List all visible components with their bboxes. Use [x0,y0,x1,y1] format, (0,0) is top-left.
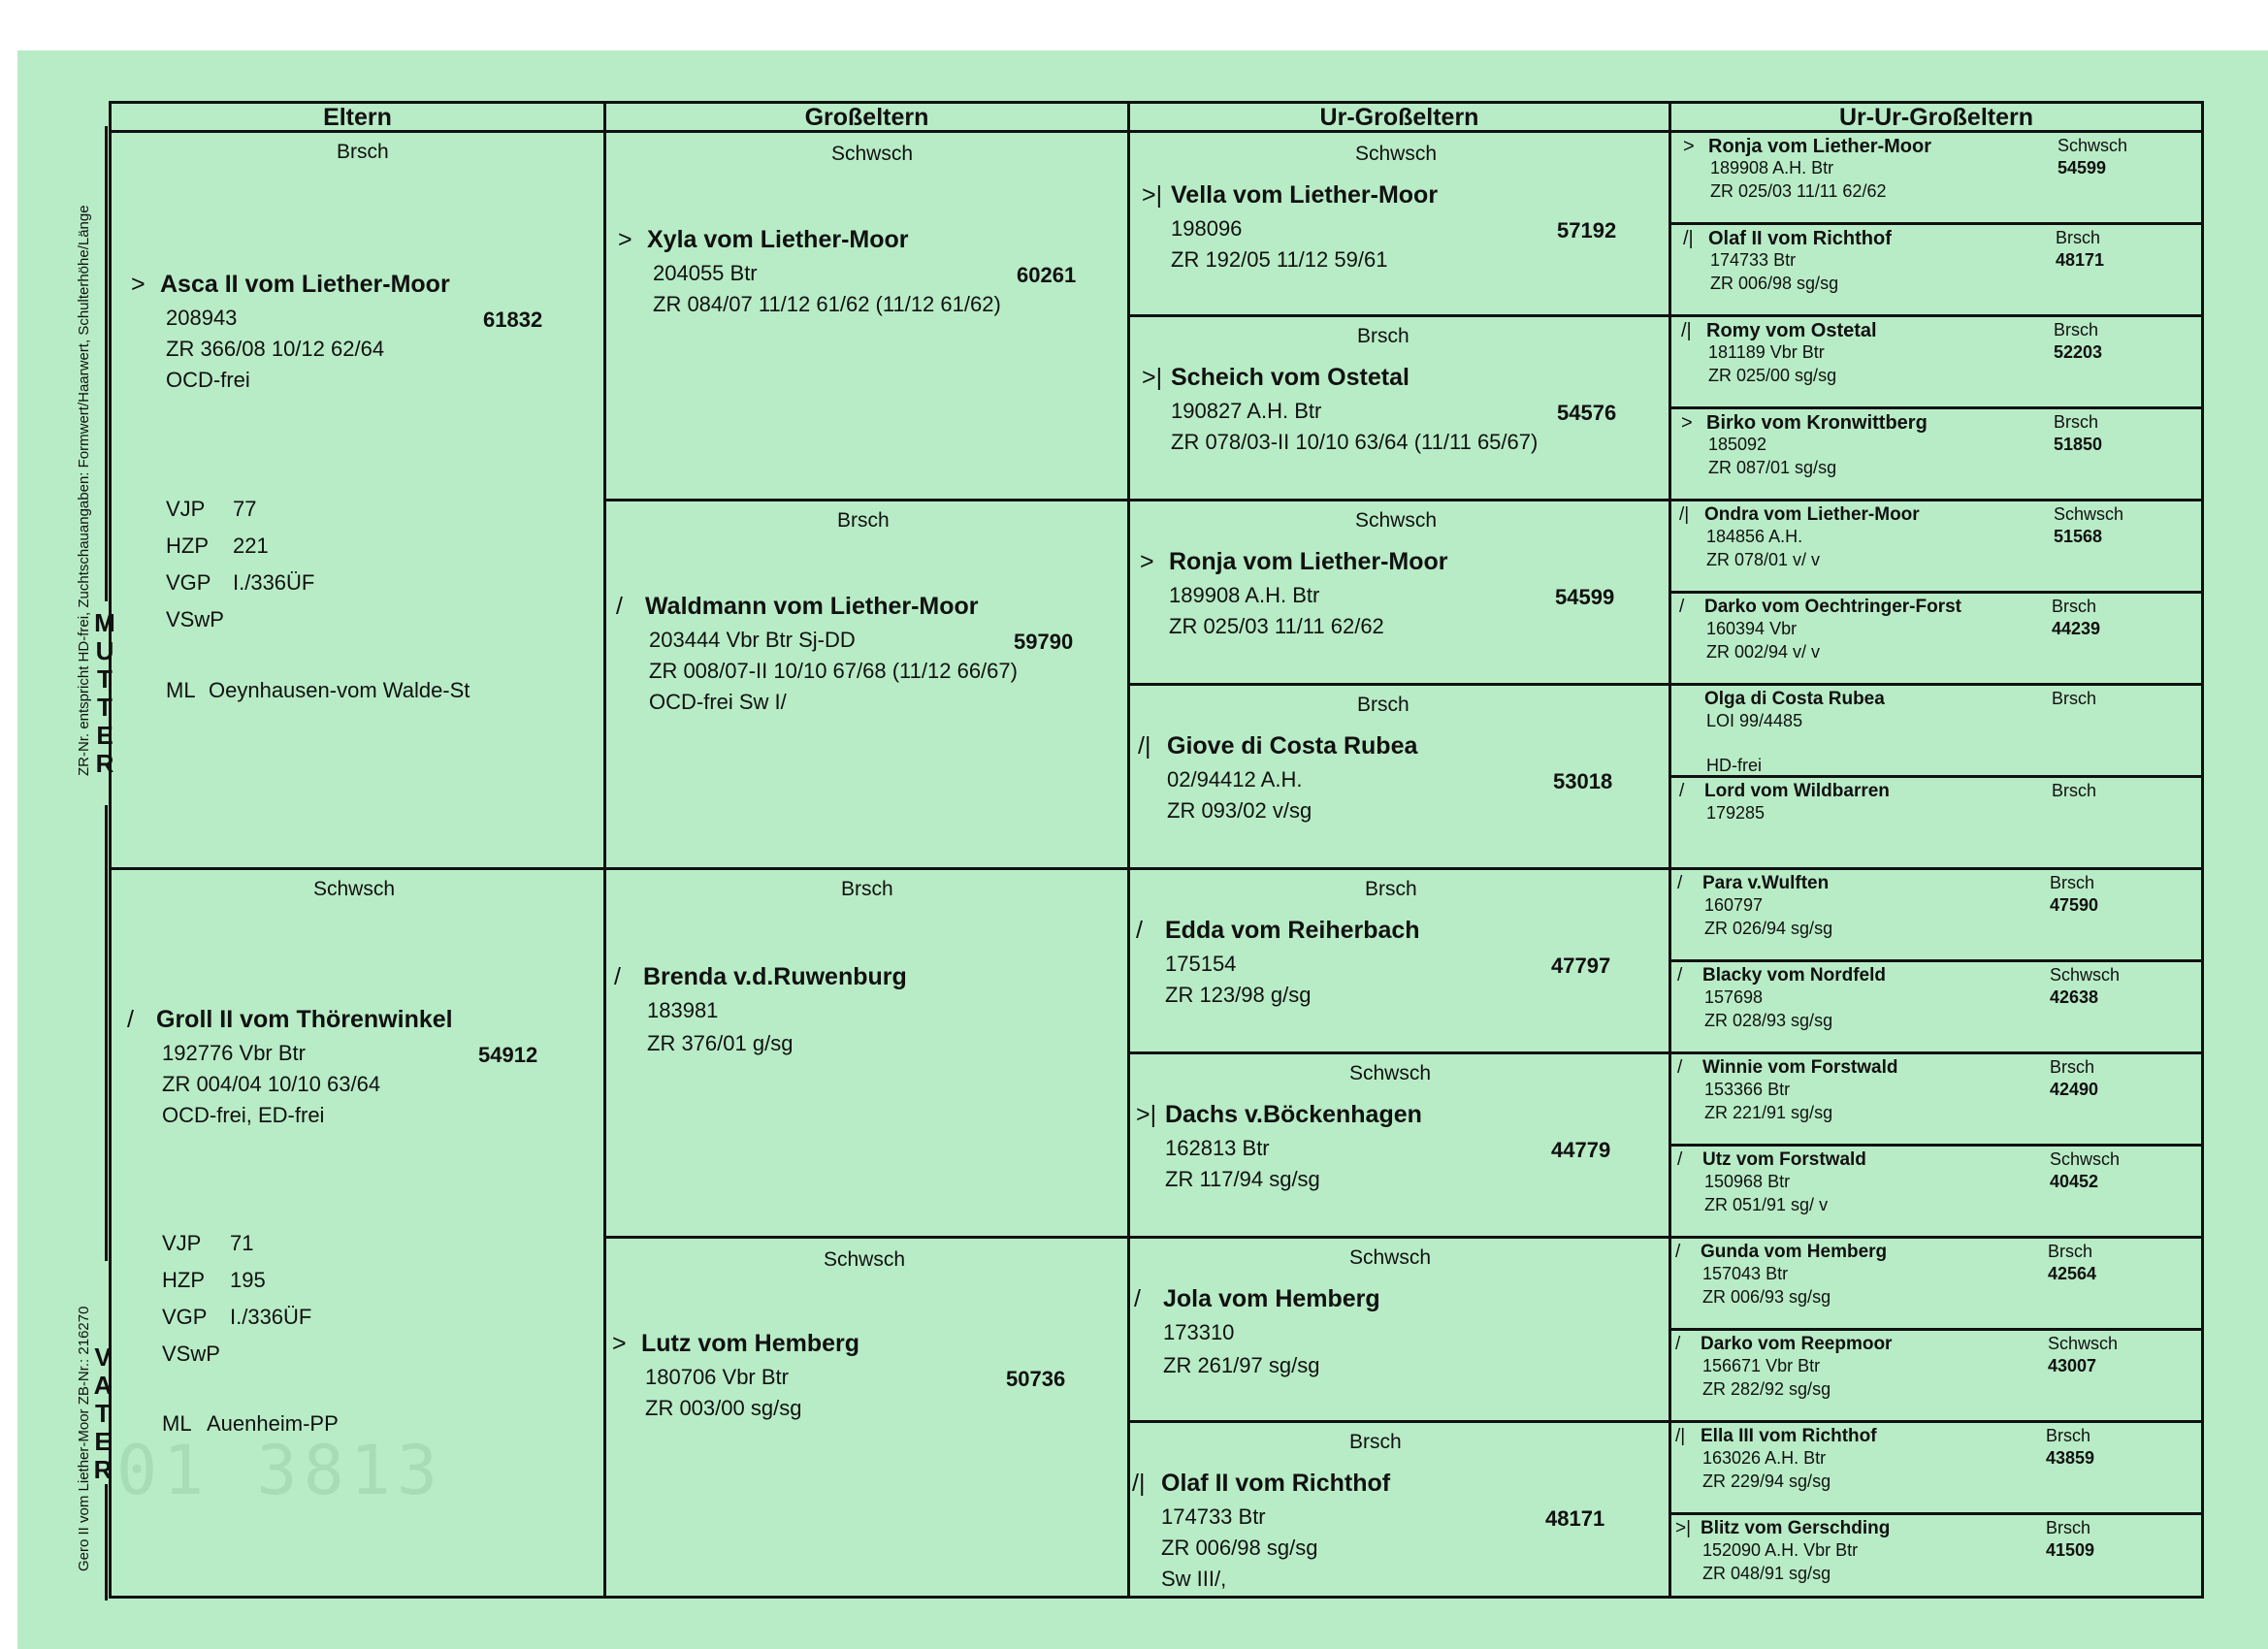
zb-number: 44239 [2052,619,2101,638]
header-ur-ur-grosseltern: Ur-Ur-Großeltern [1671,104,2201,133]
zb-number: 41509 [2046,1540,2095,1560]
ml-value: Auenheim-PP [207,1411,339,1436]
coat-color: Schwsch [2054,504,2124,524]
dog-name: / Groll II vom Thörenwinkel [127,1006,453,1033]
health-line: Sw III/, [1161,1567,1227,1591]
reg-number: 153366 Btr [1704,1080,1791,1099]
dog-name: / Brenda v.d.Ruwenburg [614,963,907,990]
side-note-bottom: Gero II vom Liether-Moor ZB-Nr.: 216270 [76,1306,92,1571]
health-line: OCD-frei [166,368,250,392]
zb-number: 59790 [1014,630,1074,654]
grandparent-cell [606,133,1130,501]
grandparent-cell [606,501,1130,870]
great-great-grandparent-cell [1671,225,2201,317]
reg-number: 203444 Vbr Btr Sj-DD [649,628,856,652]
dog-name: /| Ella III vom Richthof [1675,1426,1877,1446]
dog-name: / Blacky vom Nordfeld [1677,965,1886,986]
health-line: OCD-frei, ED-frei [162,1103,325,1127]
dog-name: >| Dachs v.Böckenhagen [1136,1101,1422,1128]
zb-number: 43859 [2046,1448,2095,1468]
great-great-grandparent-cell [1671,1239,2201,1331]
vater-label: V A T E R [93,1342,113,1484]
great-grandparent-cell [1130,501,1671,686]
vgp-label: VGP [162,1305,208,1329]
great-great-grandparent-cell [1671,870,2201,962]
zr-line: ZR 003/00 sg/sg [645,1396,802,1420]
zb-number: 57192 [1557,218,1617,242]
perforated-stamp: 01 3813 [116,1431,444,1510]
great-great-grandparent-cell [1671,962,2201,1054]
coat-color: Schwsch [313,878,396,900]
zr-line: ZR 028/93 sg/sg [1704,1011,1833,1030]
zr-line: ZR 123/98 g/sg [1165,983,1312,1007]
dog-name: > Ronja vom Liether-Moor [1683,136,1932,157]
great-grandparent-cell [1130,870,1671,1054]
zb-number: 53018 [1553,769,1613,793]
dog-name: > Ronja vom Liether-Moor [1140,548,1448,575]
reg-number: 185092 [1708,435,1767,454]
zr-line: ZR 006/98 sg/sg [1161,1536,1318,1560]
vgp-value: I./336ÜF [233,570,315,595]
dog-name: /| Ondra vom Liether-Moor [1679,504,1920,525]
great-great-grandparent-cell [1671,686,2201,778]
dog-name: / Gunda vom Hemberg [1675,1242,1888,1262]
hzp-value: 195 [230,1268,266,1292]
zr-line: ZR 002/94 v/ v [1706,642,1821,662]
coat-color: Schwsch [2057,136,2128,155]
zb-number: 61832 [483,307,543,332]
great-great-grandparent-cell [1671,133,2201,225]
great-grandparent-cell [1130,1239,1671,1423]
zb-number: 52203 [2054,342,2103,362]
dog-name: / Darko vom Oechtringer-Forst [1679,597,1961,617]
great-great-grandparent-cell [1671,317,2201,409]
reg-number: 179285 [1706,803,1766,823]
pedigree-table [109,101,2204,1599]
great-grandparent-cell [1130,133,1671,317]
reg-number: 157043 Btr [1702,1264,1789,1283]
zr-line: ZR 261/97 sg/sg [1163,1353,1320,1377]
zr-line: ZR 008/07-II 10/10 67/68 (11/12 66/67) [649,659,1018,683]
reg-number: 157698 [1704,987,1764,1007]
reg-number: LOI 99/4485 [1706,711,1803,730]
coat-color: Brsch [2054,412,2099,432]
reg-number: 192776 Vbr Btr [162,1041,306,1065]
zr-line: ZR 078/03-II 10/10 63/64 (11/11 65/67) [1171,430,1539,454]
great-great-grandparent-cell [1671,1331,2201,1423]
zb-number: 47590 [2050,895,2099,915]
reg-number: 02/94412 A.H. [1167,767,1303,792]
dog-name: >| Blitz vom Gerschding [1675,1518,1891,1538]
reg-number: 198096 [1171,216,1243,241]
reg-number: 180706 Vbr Btr [645,1365,789,1389]
dog-name: /| Olaf II vom Richthof [1683,228,1892,249]
zr-line: ZR 026/94 sg/sg [1704,919,1833,938]
zr-line: ZR 051/91 sg/ v [1704,1195,1829,1214]
zr-line: ZR 006/98 sg/sg [1710,274,1839,293]
vjp-value: 71 [230,1231,254,1255]
vswp-label: VSwP [162,1342,220,1366]
zb-number: 42638 [2050,987,2099,1007]
great-great-grandparent-cell [1671,501,2201,594]
zb-number: 60261 [1017,263,1077,287]
header-grosseltern: Großeltern [606,104,1130,133]
coat-color: Brsch [2046,1518,2091,1537]
hzp-value: 221 [233,534,269,558]
great-great-grandparent-cell [1671,409,2201,501]
dog-name: > Xyla vom Liether-Moor [618,226,909,253]
coat-color: Schwsch [2048,1334,2119,1353]
dog-name: >| Scheich vom Ostetal [1142,364,1409,391]
zb-number: 40452 [2050,1172,2099,1191]
coat-color: Brsch [2046,1426,2091,1445]
zb-number: 51568 [2054,527,2103,546]
zb-number: 51850 [2054,435,2103,454]
reg-number: 152090 A.H. Vbr Btr [1702,1540,1859,1560]
zr-line: ZR 084/07 11/12 61/62 (11/12 61/62) [653,292,1001,316]
dog-name: /| Giove di Costa Rubea [1138,732,1418,760]
vjp-label: VJP [166,497,206,521]
zb-number: 48171 [1545,1506,1605,1531]
great-grandparent-cell [1130,1054,1671,1239]
dog-name: > Birko vom Kronwittberg [1681,412,1928,434]
coat-color: Brsch [1365,878,1417,900]
zr-line: ZR 192/05 11/12 59/61 [1171,247,1388,272]
zr-line: ZR 078/01 v/ v [1706,550,1821,569]
parent-father-cell [112,870,606,1599]
zb-number: 48171 [2056,250,2105,270]
dog-name: / Edda vom Reiherbach [1136,917,1420,944]
coat-color: Schwsch [1355,509,1438,532]
dog-name: /| Romy vom Ostetal [1681,320,1877,341]
coat-color: Brsch [2052,781,2097,800]
dog-name: / Para v.Wulften [1677,873,1830,893]
reg-number: 189908 A.H. Btr [1710,158,1834,178]
coat-color: Brsch [837,509,890,532]
coat-color: Brsch [1357,694,1409,716]
zr-line: ZR 006/93 sg/sg [1702,1287,1831,1307]
dog-name: / Utz vom Forstwald [1677,1149,1866,1170]
parent-mother-cell [112,133,606,870]
hzp-label: HZP [162,1268,205,1292]
zb-number: 42564 [2048,1264,2097,1283]
dog-name: / Darko vom Reepmoor [1675,1334,1893,1354]
reg-number: 160797 [1704,895,1764,915]
zr-line: ZR 282/92 sg/sg [1702,1379,1831,1399]
coat-color: Brsch [1349,1431,1402,1453]
reg-number: 150968 Btr [1704,1172,1791,1191]
vswp-label: VSwP [166,607,224,631]
reg-number: 183981 [647,998,719,1022]
coat-color: Schwsch [824,1248,906,1271]
great-grandparent-cell [1130,317,1671,501]
reg-number: 184856 A.H. [1706,527,1803,546]
reg-number: 160394 Vbr [1706,619,1798,638]
dog-name: >| Vella vom Liether-Moor [1142,181,1439,209]
header-eltern: Eltern [112,104,606,133]
zb-number: 43007 [2048,1356,2097,1375]
side-line-top [105,126,108,601]
ml-label: ML [162,1411,192,1436]
reg-number: 162813 Btr [1165,1136,1270,1160]
reg-number: 175154 [1165,952,1237,976]
zr-line: ZR 229/94 sg/sg [1702,1471,1831,1491]
coat-color: Brsch [841,878,893,900]
dog-name: /| Olaf II vom Richthof [1132,1470,1391,1497]
great-great-grandparent-cell [1671,1054,2201,1147]
zr-line: ZR 025/03 11/11 62/62 [1710,181,1887,201]
coat-color: Schwsch [1355,143,1438,165]
health-line: OCD-frei Sw I/ [649,690,787,714]
reg-number: 189908 A.H. Btr [1169,583,1320,607]
coat-color: Brsch [2052,597,2097,616]
great-great-grandparent-cell [1671,1147,2201,1239]
health-line: HD-frei [1706,756,1762,775]
great-great-grandparent-cell [1671,1515,2201,1599]
side-line-middle [105,805,108,1261]
reg-number: 181189 Vbr Btr [1708,342,1825,362]
reg-number: 204055 Btr [653,261,758,285]
coat-color: Brsch [2050,1057,2095,1077]
coat-color: Schwsch [2050,1149,2121,1169]
coat-color: Schwsch [2050,965,2121,985]
zb-number: 42490 [2050,1080,2099,1099]
reg-number: 174733 Btr [1161,1504,1266,1529]
dog-name: / Jola vom Hemberg [1134,1285,1380,1312]
grandparent-cell [606,870,1130,1239]
ml-label: ML [166,678,196,702]
mutter-label: M U T T E R [94,608,115,778]
reg-number: 163026 A.H. Btr [1702,1448,1827,1468]
zr-line: ZR 004/04 10/10 63/64 [162,1072,381,1096]
vjp-label: VJP [162,1231,202,1255]
coat-color: Brsch [2056,228,2101,247]
dog-name: > Lutz vom Hemberg [612,1330,860,1357]
coat-color: Brsch [2050,873,2095,892]
zr-line: ZR 025/03 11/11 62/62 [1169,614,1384,638]
dog-name: Olga di Costa Rubea [1704,689,1885,709]
coat-color: Schwsch [831,143,914,165]
zr-line: ZR 025/00 sg/sg [1708,366,1837,385]
coat-color: Brsch [337,141,389,163]
vjp-value: 77 [233,497,257,521]
reg-number: 173310 [1163,1320,1235,1344]
zb-number: 50736 [1006,1367,1066,1391]
zb-number: 44779 [1551,1138,1611,1162]
great-great-grandparent-cell [1671,778,2201,870]
zr-line: ZR 093/02 v/sg [1167,798,1312,823]
ml-value: Oeynhausen-vom Walde-St [209,678,470,702]
great-grandparent-cell [1130,1423,1671,1599]
zr-line: ZR 048/91 sg/sg [1702,1564,1831,1583]
zr-line: ZR 117/94 sg/sg [1165,1167,1320,1191]
side-line-bottom [105,1484,108,1600]
reg-number: 174733 Btr [1710,250,1797,270]
coat-color: Schwsch [1349,1246,1432,1269]
dog-name: / Lord vom Wildbarren [1679,781,1890,801]
zr-line: ZR 087/01 sg/sg [1708,458,1837,477]
dog-name: > Asca II vom Liether-Moor [131,271,450,298]
zb-number: 54912 [478,1043,538,1067]
dog-name: / Waldmann vom Liether-Moor [616,593,979,620]
zb-number: 54576 [1557,401,1617,425]
coat-color: Brsch [2048,1242,2093,1261]
coat-color: Brsch [2054,320,2099,340]
zb-number: 47797 [1551,954,1611,978]
great-great-grandparent-cell [1671,594,2201,686]
coat-color: Brsch [1357,325,1409,347]
header-ur-grosseltern: Ur-Großeltern [1130,104,1671,133]
zb-number: 54599 [2057,158,2107,178]
zr-line: ZR 366/08 10/12 62/64 [166,337,385,361]
reg-number: 190827 A.H. Btr [1171,399,1322,423]
reg-number: 156671 Vbr Btr [1702,1356,1821,1375]
side-note-top: ZR-Nr. entspricht HD-frei, Zuchtschauangaben: Formwert/Haarwert, Schulterhöhe/Länge [76,205,92,776]
great-great-grandparent-cell [1671,1423,2201,1515]
coat-color: Brsch [2052,689,2097,708]
grandparent-cell [606,1239,1130,1599]
reg-number: 208943 [166,306,238,330]
hzp-label: HZP [166,534,209,558]
coat-color: Schwsch [1349,1062,1432,1084]
great-grandparent-cell [1130,686,1671,870]
dog-name: / Winnie vom Forstwald [1677,1057,1898,1078]
zb-number: 54599 [1555,585,1615,609]
zr-line: ZR 221/91 sg/sg [1704,1103,1833,1122]
zr-line: ZR 376/01 g/sg [647,1031,794,1055]
vgp-label: VGP [166,570,211,595]
vgp-value: I./336ÜF [230,1305,312,1329]
